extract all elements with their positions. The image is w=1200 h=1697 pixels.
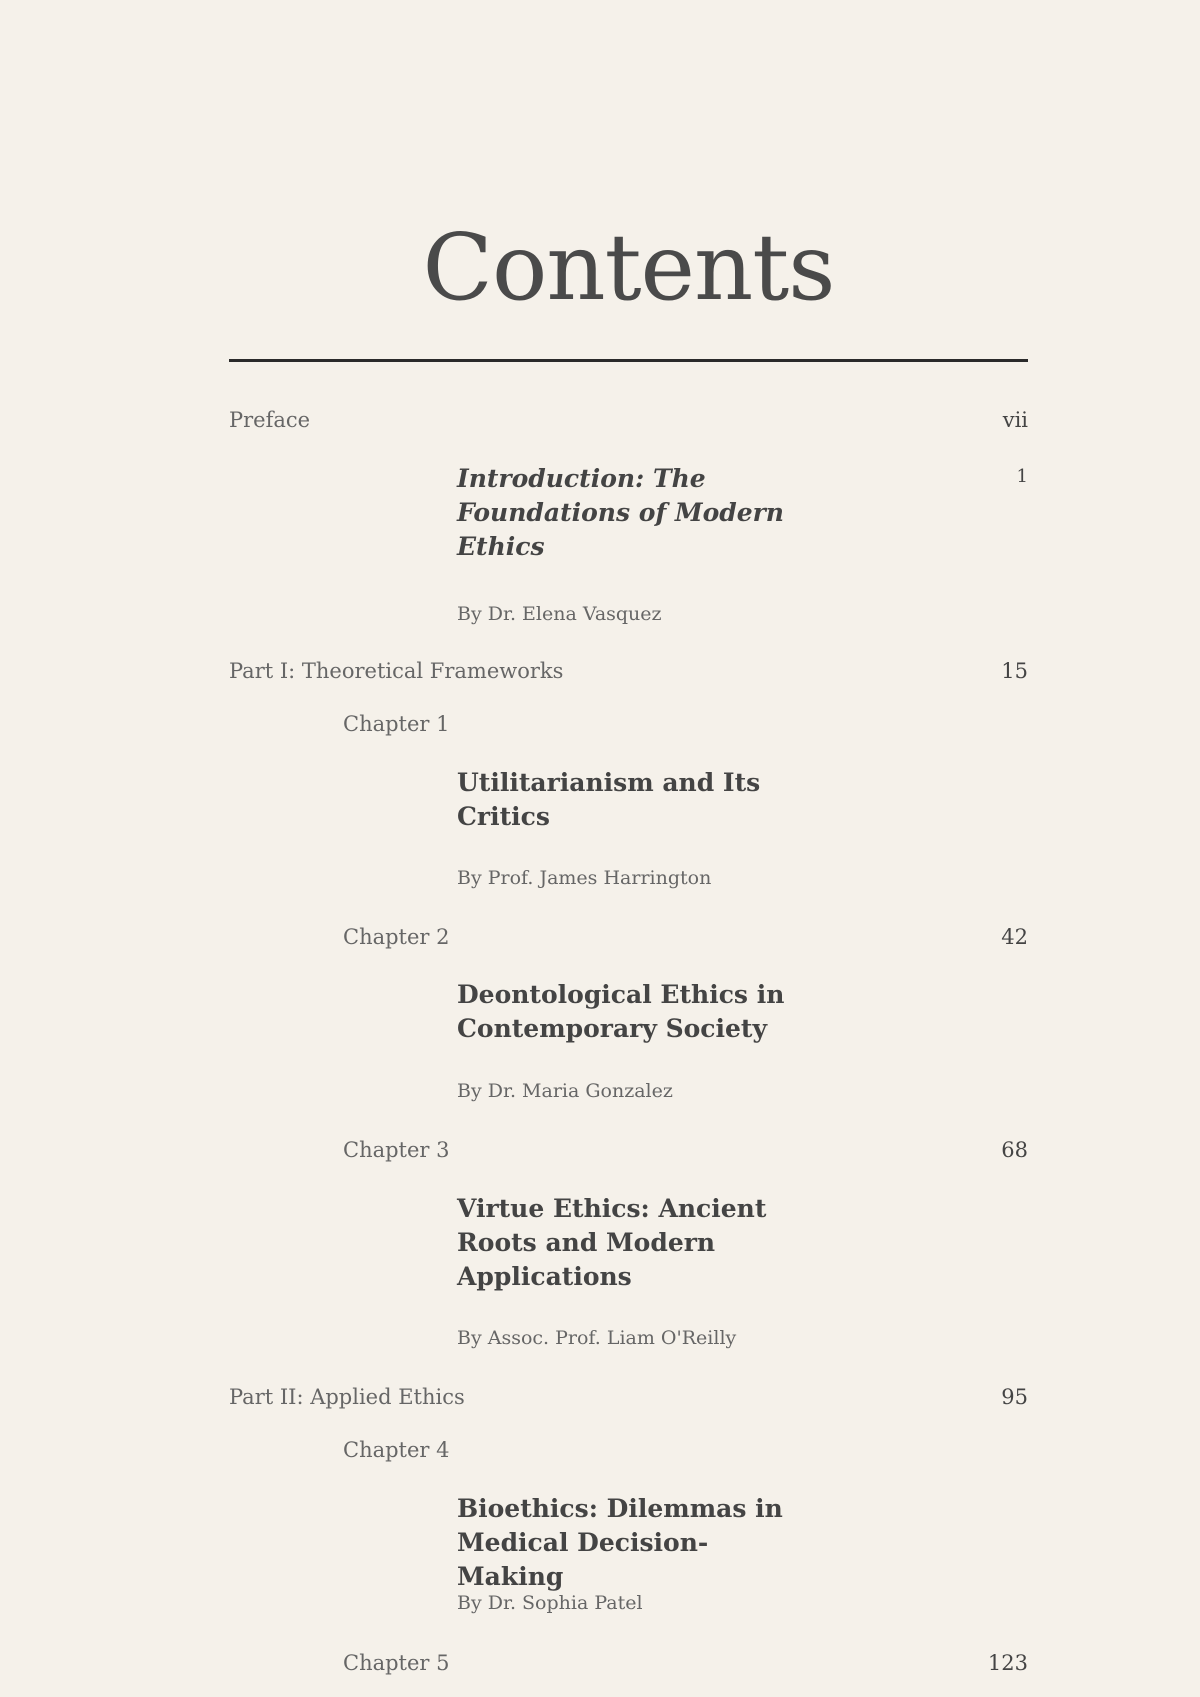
chapter-4-title: Bioethics: Dilemmas in Medical Decision-Making bbox=[457, 1494, 783, 1591]
preface-page-number: vii bbox=[1002, 408, 1028, 432]
preface-label: Preface bbox=[229, 408, 311, 432]
chapter-3-title: Virtue Ethics: Ancient Roots and Modern Applications bbox=[457, 1194, 767, 1291]
chapter-2-page-number: 42 bbox=[1001, 925, 1028, 949]
part-2-page-number: 95 bbox=[1001, 1385, 1028, 1409]
title-divider bbox=[229, 359, 1028, 362]
chapter-3-page-number: 68 bbox=[1001, 1138, 1028, 1162]
chapter-5-page-number: 123 bbox=[987, 1651, 1028, 1675]
chapter-1-label: Chapter 1 bbox=[343, 712, 450, 736]
introduction-title: Introduction: The Foundations of Modern Ethics bbox=[457, 464, 784, 561]
part-2-label: Part II: Applied Ethics bbox=[229, 1385, 465, 1409]
chapter-4-author: By Dr. Sophia Patel bbox=[457, 1592, 643, 1614]
chapter-1-author: By Prof. James Harrington bbox=[457, 867, 712, 889]
part-1-label: Part I: Theoretical Frameworks bbox=[229, 659, 564, 683]
chapter-5-label: Chapter 5 bbox=[343, 1651, 450, 1675]
chapter-1-title: Utilitarianism and Its Critics bbox=[457, 768, 761, 831]
introduction-page-number: 1 bbox=[1016, 466, 1028, 487]
chapter-2-title: Deontological Ethics in Contemporary Society bbox=[457, 980, 785, 1043]
chapter-2-author: By Dr. Maria Gonzalez bbox=[457, 1080, 673, 1102]
chapter-2-label: Chapter 2 bbox=[343, 925, 450, 949]
part-1-page-number: 15 bbox=[1001, 659, 1028, 683]
chapter-3-label: Chapter 3 bbox=[343, 1138, 450, 1162]
chapter-3-author: By Assoc. Prof. Liam O'Reilly bbox=[457, 1327, 737, 1349]
page-title: Contents bbox=[422, 214, 835, 321]
chapter-4-label: Chapter 4 bbox=[343, 1438, 450, 1462]
introduction-author: By Dr. Elena Vasquez bbox=[457, 603, 662, 625]
